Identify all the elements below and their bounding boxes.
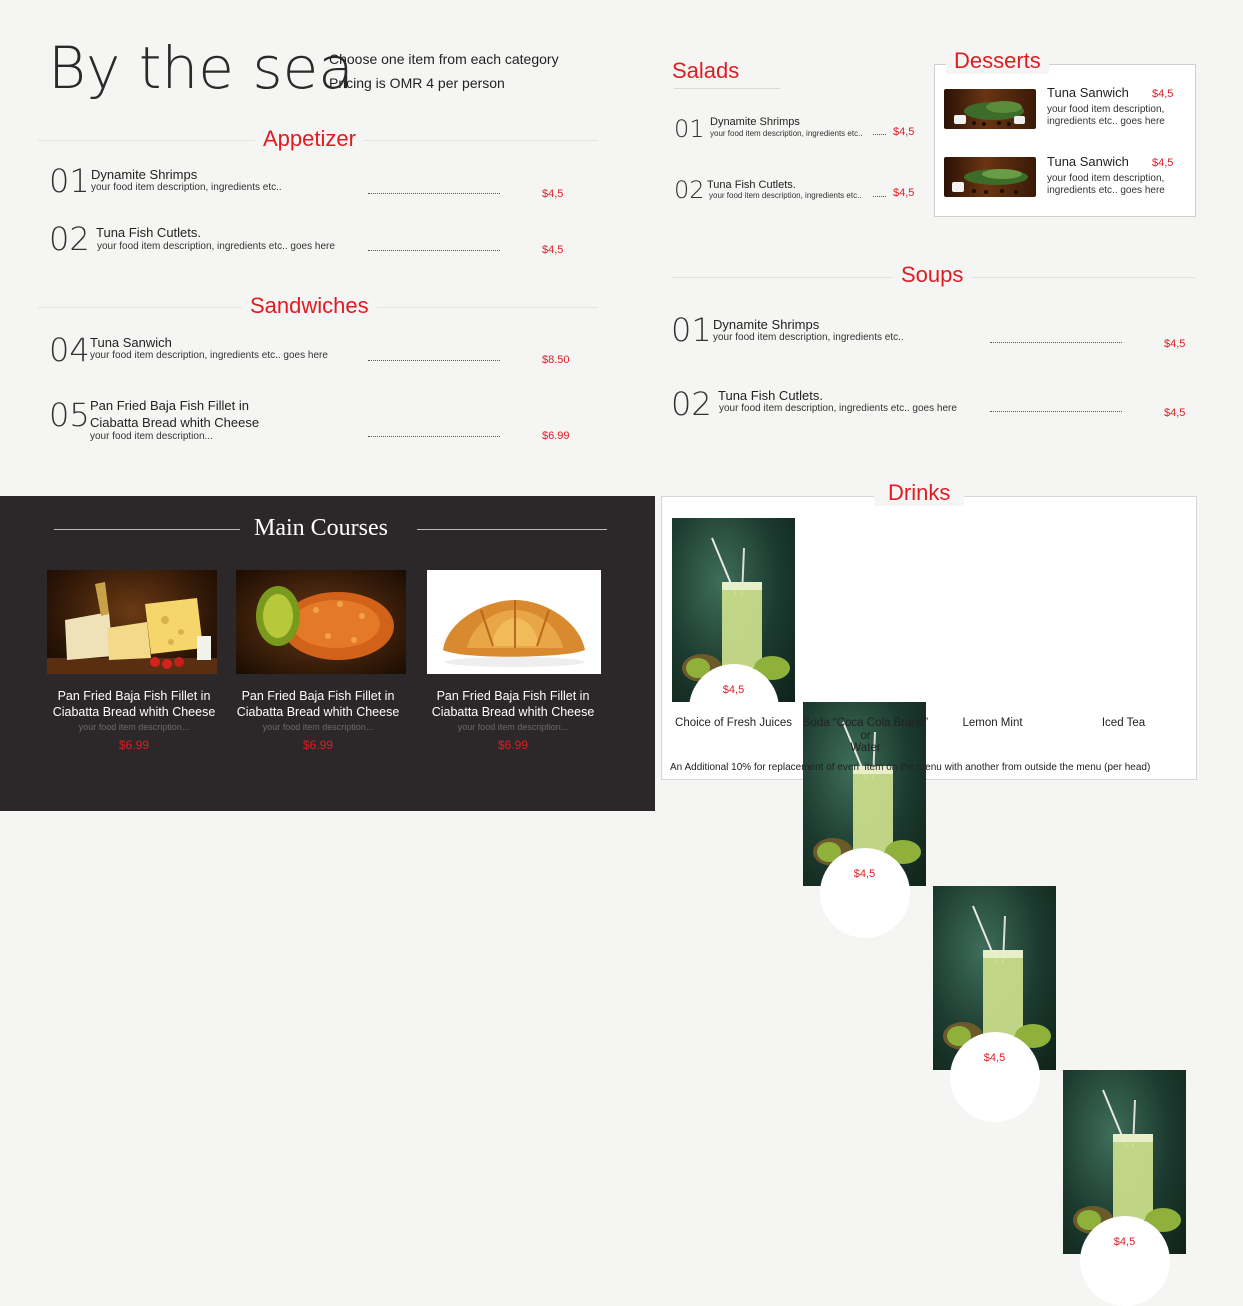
cheese-image (47, 570, 217, 674)
drinks-title: Drinks (874, 476, 964, 506)
item-description: your food item description... (78, 722, 190, 732)
item-description: ingredients etc.. goes here (1047, 185, 1165, 196)
item-name: Ciabatta Bread whith Cheese (431, 705, 595, 719)
brand-title: By the sea (48, 34, 354, 102)
item-name: Pan Fried Baja Fish Fillet in (241, 689, 395, 703)
item-number: 01 (674, 115, 705, 143)
item-number: 01 (49, 162, 90, 200)
croissant-icon (427, 570, 601, 674)
item-description: your food item description, ingredients etc.. (709, 191, 862, 200)
item-number: 02 (671, 385, 712, 423)
appetizer-title: Appetizer (255, 126, 364, 152)
salads-title: Salads (664, 58, 747, 84)
item-name: Tuna Sanwich (1047, 154, 1129, 169)
item-name: Tuna Sanwich (1047, 85, 1129, 100)
item-price: $4,5 (1152, 88, 1174, 100)
main-courses-rule-left (54, 529, 240, 530)
price-circle (820, 848, 910, 938)
item-number: 01 (671, 311, 712, 349)
dot-leader (873, 196, 886, 197)
price-circle (689, 664, 779, 754)
desserts-title: Desserts (946, 48, 1049, 74)
drink-price: $4,5 (853, 868, 876, 880)
item-name: Tuna Sanwich (90, 335, 172, 350)
drink-label: Choice of Fresh Juices (675, 717, 792, 729)
item-name: Dynamite Shrimps (713, 317, 820, 332)
item-description: your food item description... (90, 431, 213, 442)
item-price: $4,5 (542, 244, 564, 256)
item-description: your food item description, (1047, 104, 1165, 115)
drink-label: Water (850, 742, 881, 754)
item-name: Tuna Fish Cutlets. (707, 179, 796, 191)
drink-card[interactable] (1063, 1070, 1186, 1254)
item-name: Dynamite Shrimps (91, 167, 198, 182)
drinks-footnote: An Additional 10% for replacement of everi item on the menu with another from outside the menu (per head) (670, 762, 1151, 773)
coffee-beans-image (944, 89, 1036, 129)
item-name: Pan Fried Baja Fish Fillet in (436, 689, 590, 703)
kiwano-image (236, 570, 406, 674)
item-price: $6.99 (302, 738, 334, 752)
drink-label: Lemon Mint (962, 717, 1023, 729)
drink-price: $4,5 (722, 684, 745, 696)
dot-leader (368, 193, 500, 194)
coffee-beans-image (944, 157, 1036, 197)
item-price: $6.99 (497, 738, 529, 752)
dot-leader (873, 134, 886, 135)
dot-leader (368, 436, 500, 437)
drink-card[interactable] (672, 518, 795, 702)
main-courses-rule-right (417, 529, 607, 530)
drink-label: Iced Tea (1101, 717, 1146, 729)
soups-title: Soups (893, 262, 971, 288)
item-name: Pan Fried Baja Fish Fillet in (90, 398, 249, 413)
item-description: ingredients etc.. goes here (1047, 116, 1165, 127)
item-name: Ciabatta Bread whith Cheese (90, 415, 260, 430)
header-pricing: Pricing is OMR 4 per person (329, 75, 505, 91)
header-instruction: Choose one item from each category (329, 51, 559, 67)
item-number: 02 (49, 220, 90, 258)
item-number: 05 (49, 396, 90, 434)
item-price: $4,5 (542, 188, 564, 200)
dot-leader (990, 342, 1122, 343)
item-price: $4,5 (1164, 407, 1186, 419)
sandwiches-title: Sandwiches (242, 293, 377, 319)
drink-price: $4,5 (983, 1052, 1006, 1064)
drink-label: Soda “Coca Cola Brand” (802, 717, 929, 729)
main-courses-title: Main Courses (254, 515, 388, 541)
item-description: your food item description, ingredients etc.. (713, 332, 904, 343)
item-name: Ciabatta Bread whith Cheese (52, 705, 216, 719)
item-name: Tuna Fish Cutlets. (96, 225, 202, 240)
cheese-icon (47, 570, 217, 674)
item-description: your food item description, (1047, 173, 1165, 184)
dessert-image (944, 89, 1036, 129)
item-description: your food item description, ingredients etc.. goes here (97, 241, 335, 252)
drink-label: or (860, 730, 871, 742)
item-name: Ciabatta Bread whith Cheese (236, 705, 400, 719)
item-price: $4,5 (893, 126, 915, 138)
dessert-image (944, 157, 1036, 197)
item-description: your food item description, ingredients etc.. (710, 129, 863, 138)
item-name: Tuna Fish Cutlets. (718, 388, 824, 403)
item-number: 02 (674, 176, 705, 204)
item-description: your food item description... (262, 722, 374, 732)
item-price: $6.99 (118, 738, 150, 752)
kiwano-icon (236, 570, 406, 674)
price-circle (1080, 1216, 1170, 1306)
croissant-image (427, 570, 601, 674)
dot-leader (368, 360, 500, 361)
item-name: Dynamite Shrimps (710, 116, 800, 128)
item-price: $4,5 (893, 187, 915, 199)
item-description: your food item description, ingredients etc.. (91, 182, 282, 193)
item-price: $4,5 (1164, 338, 1186, 350)
item-price: $4,5 (1152, 157, 1174, 169)
item-description: your food item description... (457, 722, 569, 732)
drink-card[interactable] (933, 886, 1056, 1070)
item-description: your food item description, ingredients etc.. goes here (719, 403, 957, 414)
salads-rule (674, 88, 780, 89)
drink-price: $4,5 (1113, 1236, 1136, 1248)
item-price: $6.99 (542, 430, 570, 442)
price-circle (950, 1032, 1040, 1122)
item-number: 04 (49, 331, 90, 369)
item-price: $8.50 (542, 354, 570, 366)
item-name: Pan Fried Baja Fish Fillet in (57, 689, 211, 703)
item-description: your food item description, ingredients etc.. goes here (90, 350, 328, 361)
dot-leader (368, 250, 500, 251)
dot-leader (990, 411, 1122, 412)
